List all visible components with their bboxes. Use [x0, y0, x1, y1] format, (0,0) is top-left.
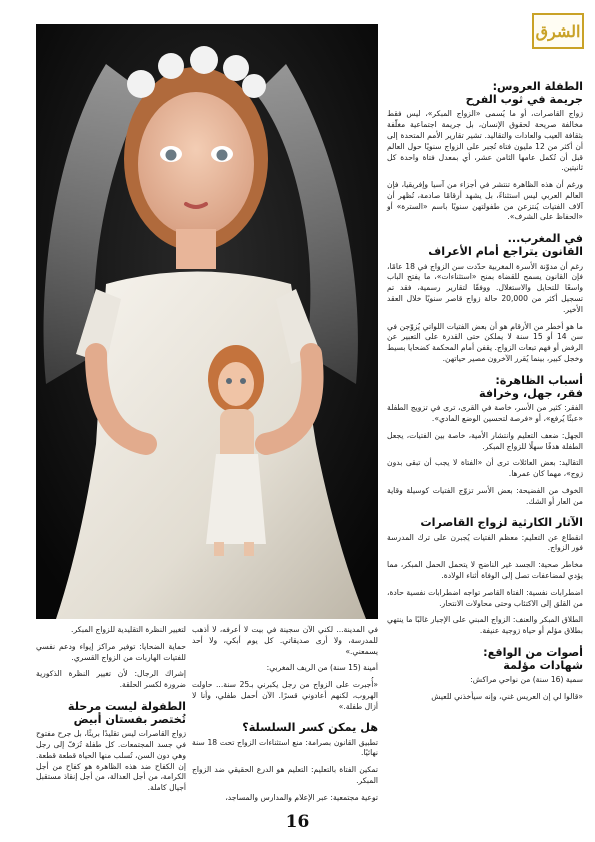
page-number: 16 — [285, 812, 310, 832]
article-column-left — [36, 625, 186, 800]
heading-conclusion-line1: الطفولة ليست مرحلة — [67, 699, 186, 713]
magazine-logo — [532, 13, 584, 49]
heading-intro-line1: الطفلة العروس: — [492, 80, 583, 93]
paragraph: اضطرابات نفسية: الفتاة القاصر تواجه اضطرابات نفسية حادة، من القلق إلى الاكتئاب وحتى محاولات الانتحار. — [387, 587, 583, 608]
article-column-middle — [192, 625, 378, 810]
paragraph: حماية الضحايا: توفير مراكز إيواء ودعم نفسي للفتيات الهاربات من الزواج القسري. — [36, 641, 186, 662]
heading-causes-line1: أسباب الظاهرة: — [495, 373, 583, 387]
paragraph: الطلاق المبكر والعنف: الزواج المبني على الإجبار غالبًا ما ينتهي بطلاق مؤلم أو حياة زوجية عنيفة. — [387, 615, 583, 636]
heading-morocco-line2: القانون يتراجع أمام الأعراف — [428, 245, 583, 259]
paragraph: رغم أن مدوّنة الأسرة المغربية حدّدت سن الزواج في 18 عامًا، فإن القانون يسمح للقضاة بمنح «استثناءات»، ما يفتح الباب واسعًا للتحايل والاستغلال. ووفقًا لتقارير رسمية، فقد تم تسجيل أكثر من 20,000 حالة زواج قاصر سنويًا خلال العقد الأخير. — [387, 261, 584, 314]
paragraph: زواج القاصرات، أو ما يُسمى «الزواج المبكر»، ليس فقط مخالفة صريحة لحقوق الإنسان، بل جريمة اجتماعية مغلّفة بثقافة العيب والعادات والتقاليد. تشير تقارير الأمم المتحدة إلى أن أكثر من 12 مليون فتاة تُجبر على الزواج سنويًا حول العالم قبل أن تُكمل عامها الثامن عشر، أي بمعدل فتاة واحدة كل ثانيتين. — [387, 109, 584, 173]
paragraph: في المدينة... لكني الآن سجينة في بيت لا أعرفه، لا أذهب للمدرسة، ولا أرى صديقاتي. كل يوم أبكي، ولا أحد يسمعني.» — [192, 625, 378, 656]
heading-conclusion — [36, 700, 186, 726]
heading-causes-line2: فقر، جهل، وخرافة — [479, 386, 583, 400]
face — [138, 92, 254, 236]
heading-intro — [387, 80, 583, 106]
paragraph: «أُجبرت على الزواج من رجل يكبرني بـ25 سنة... حاولت الهروب، لكنهم أعادوني قسرًا. الآن أحمل طفلي، وأنا لا أزال طفلة.» — [192, 680, 378, 711]
paragraph: ما هو أخطر من الأرقام هو أن بعض الفتيات اللواتي يُزوّجن في سن 14 أو 15 سنة لا يملكن حتى القدرة على التعبير عن الرفض أو فهم تبعات الزواج. يقفن أمام المحكمة كضحايا بسيط وخجل كبير، بينما يُقرر الآخرون مصير حياتهن. — [387, 321, 583, 363]
paragraph: تطبيق القانون بصرامة: منع استثناءات الزواج تحت 18 سنة نهائيًا. — [192, 737, 378, 758]
paragraph: توعية مجتمعية: عبر الإعلام والمدارس والمساجد، — [225, 792, 378, 802]
heading-morocco — [387, 232, 583, 258]
heading-causes — [387, 374, 583, 400]
paragraph: سمية (16 سنة) من نواحي مراكش: — [470, 675, 583, 685]
paragraph: الجهل: ضعف التعليم وانتشار الأمية، خاصة بين الفتيات، يجعل الطفلة هدفًا سهلًا للزواج المبكر. — [387, 430, 583, 451]
child-bride-photo — [36, 24, 378, 619]
paragraph: الخوف من الفضيحة: بعض الأسر تزوّج الفتيات كوسيلة وقاية من العار أو الشك. — [387, 485, 583, 506]
paragraph: التقاليد: بعض العائلات ترى أن «الفتاة لا يجب أن تبقى بدون زوج»، مهما كان عمرها. — [387, 458, 583, 479]
paragraph: أمينة (15 سنة) من الريف المغربي: — [266, 663, 378, 673]
heading-solutions: هل يمكن كسر السلسلة؟ — [242, 721, 378, 735]
heading-morocco-line1: في المغرب... — [507, 232, 583, 246]
paragraph: «قالوا لي إن العريس غني، وإنه سيأخذني للعيش — [431, 692, 583, 702]
paragraph: تمكين الفتاة بالتعليم: التعليم هو الدرع الحقيقي ضد الزواج المبكر. — [192, 765, 378, 786]
heading-effects: الآثار الكارثية لزواج القاصرات — [420, 516, 583, 530]
heading-intro-line2: جريمة في ثوب الفرح — [465, 93, 583, 107]
heading-testimonies-line2: شهادات مؤلمة — [503, 659, 583, 673]
paragraph: ورغم أن هذه الظاهرة تنتشر في أجزاء من آسيا وإفريقيا، فإن العالم العربي ليس استثناءً، بل يشهد أرقامًا صادمة، تُظهر أن آلاف الفتيات يُنتزعن من طفولتهن سنويًا باسم «السترة» أو «الحفاظ على الشرف». — [387, 180, 583, 222]
heading-conclusion-line2: تُختصر بفستان أبيض — [73, 713, 186, 727]
paragraph: الفقر: كثير من الأسر، خاصة في القرى، ترى في تزويج الطفلة «عبئًا يُرفع»، أو «فرصة لتحسين الوضع المادي». — [387, 403, 583, 423]
article-column-right — [387, 80, 583, 709]
heading-testimonies-line1: أصوات من الواقع: — [483, 645, 583, 659]
heading-testimonies — [387, 646, 583, 672]
paragraph: انقطاع عن التعليم: معظم الفتيات يُجبرن على ترك المدرسة فور الزواج. — [387, 532, 583, 553]
paragraph: لتغيير النظرة التقليدية للزواج المبكر. — [71, 625, 186, 634]
child-bride-illustration — [36, 24, 378, 619]
logo-text: الشرق — [535, 21, 581, 41]
paragraph: إشراك الرجال: لأن تغيير النظرة الذكورية ضرورة لكسر الحلقة. — [36, 669, 186, 690]
paragraph: مخاطر صحية: الجسد غير الناضج لا يتحمل الحمل المبكر، مما يؤدي لمضاعفات تصل إلى الوفاة أثناء الولادة. — [387, 560, 583, 580]
paragraph: زواج القاصرات ليس تقليدًا بريئًا، بل جرح مفتوح في جسد المجتمعات. كل طفلة تُزفّ إلى رجل وهي دون السن، تُسلب منها الحياة قطعة قطعة. إن الكفاح ضد هذه الظاهرة هو كفاح من أجل الكرامة، من أجل العدالة، من أجل إنقاذ مستقبل أجيال كاملة. — [36, 729, 186, 793]
